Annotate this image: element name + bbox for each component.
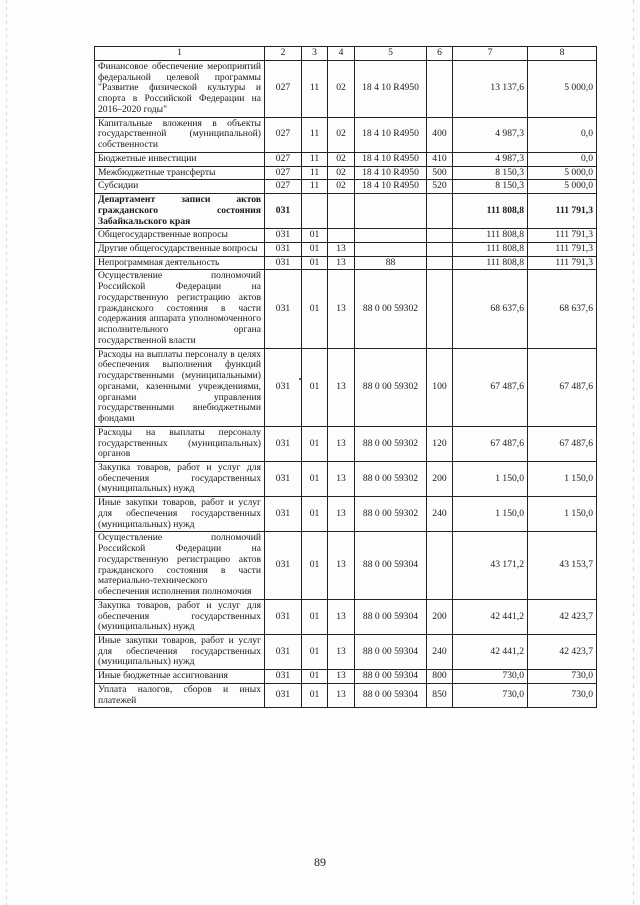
table-row — [95, 683, 597, 707]
page-number: 89 — [314, 855, 326, 869]
row-amount-year2-cell: 43 153,7 — [528, 532, 597, 599]
row-expense-type-cell: 120 — [427, 426, 453, 461]
row-amount-year1-cell: 4 987,3 — [453, 117, 528, 152]
row-admin-code-cell: 031 — [265, 243, 302, 257]
row-target-article-cell: 18 4 10 R4950 — [355, 61, 427, 118]
row-amount-year2-cell: 1 150,0 — [528, 461, 597, 496]
row-name-cell: Уплата налогов, сборов и иных платежей — [95, 683, 265, 707]
row-expense-type-cell — [427, 61, 453, 118]
row-admin-code-cell: 031 — [265, 634, 302, 669]
row-admin-code-cell: 031 — [265, 683, 302, 707]
row-expense-type-cell: 400 — [427, 117, 453, 152]
row-subsection-cell: 13 — [328, 270, 355, 348]
row-section-cell: 01 — [302, 461, 328, 496]
row-amount-year2-cell: 730,0 — [528, 670, 597, 684]
row-amount-year1-cell: 111 808,8 — [453, 229, 528, 243]
row-subsection-cell: 13 — [328, 243, 355, 257]
row-expense-type-cell: 520 — [427, 180, 453, 194]
budget-table — [94, 46, 597, 708]
row-section-cell: 01 — [302, 243, 328, 257]
row-name-cell: Общегосударственные вопросы — [95, 229, 265, 243]
row-section-cell — [302, 194, 328, 229]
row-name-cell: Иные закупки товаров, работ и услуг для обеспечения государственных (муниципальных) нужд — [95, 497, 265, 532]
row-target-article-cell: 88 0 00 59304 — [355, 683, 427, 707]
row-admin-code-cell: 027 — [265, 152, 302, 166]
row-admin-code-cell: 031 — [265, 670, 302, 684]
row-subsection-cell: 02 — [328, 180, 355, 194]
row-section-cell: 11 — [302, 180, 328, 194]
row-target-article-cell: 18 4 10 R4950 — [355, 166, 427, 180]
row-section-cell: 01 — [302, 229, 328, 243]
row-subsection-cell: 13 — [328, 670, 355, 684]
row-name-cell: Осуществление полномочий Российской Федерации на государственную регистрацию актов гражданского состояния в части содержания аппарата уполномоченного исполнительного органа государственной власти — [95, 270, 265, 348]
table-row — [95, 229, 597, 243]
row-target-article-cell: 18 4 10 R4950 — [355, 180, 427, 194]
row-expense-type-cell — [427, 532, 453, 599]
row-admin-code-cell: 027 — [265, 61, 302, 118]
row-subsection-cell: 13 — [328, 497, 355, 532]
row-subsection-cell: 02 — [328, 152, 355, 166]
row-amount-year1-cell: 43 171,2 — [453, 532, 528, 599]
row-amount-year1-cell: 67 487,6 — [453, 348, 528, 426]
row-amount-year2-cell: 730,0 — [528, 683, 597, 707]
row-name-cell: Бюджетные инвестиции — [95, 152, 265, 166]
row-target-article-cell: 88 0 00 59302 — [355, 461, 427, 496]
row-admin-code-cell: 031 — [265, 497, 302, 532]
row-amount-year2-cell: 111 791,3 — [528, 256, 597, 270]
scan-speck — [299, 378, 301, 380]
header-cell-8: 8 — [528, 47, 597, 61]
row-section-cell: 11 — [302, 117, 328, 152]
row-admin-code-cell: 031 — [265, 461, 302, 496]
row-name-cell: Закупка товаров, работ и услуг для обеспечения государственных (муниципальных) нужд — [95, 599, 265, 634]
row-target-article-cell — [355, 194, 427, 229]
row-admin-code-cell: 031 — [265, 229, 302, 243]
row-amount-year1-cell: 111 808,8 — [453, 243, 528, 257]
row-subsection-cell: 13 — [328, 256, 355, 270]
row-target-article-cell: 88 — [355, 256, 427, 270]
table-row — [95, 670, 597, 684]
table-row — [95, 348, 597, 426]
row-target-article-cell — [355, 243, 427, 257]
table-row — [95, 180, 597, 194]
row-section-cell: 01 — [302, 670, 328, 684]
row-amount-year2-cell: 42 423,7 — [528, 634, 597, 669]
row-amount-year1-cell: 111 808,8 — [453, 194, 528, 229]
row-admin-code-cell: 031 — [265, 348, 302, 426]
row-section-cell: 11 — [302, 152, 328, 166]
table-row — [95, 634, 597, 669]
row-amount-year2-cell: 111 791,3 — [528, 194, 597, 229]
header-cell-6: 6 — [427, 47, 453, 61]
scan-edge-right — [633, 0, 634, 905]
row-target-article-cell: 88 0 00 59302 — [355, 348, 427, 426]
row-amount-year2-cell: 111 791,3 — [528, 243, 597, 257]
row-section-cell: 01 — [302, 497, 328, 532]
table-row — [95, 152, 597, 166]
row-target-article-cell: 88 0 00 59302 — [355, 426, 427, 461]
row-amount-year1-cell: 730,0 — [453, 683, 528, 707]
row-name-cell: Другие общегосударственные вопросы — [95, 243, 265, 257]
row-expense-type-cell — [427, 194, 453, 229]
row-target-article-cell: 88 0 00 59304 — [355, 532, 427, 599]
row-subsection-cell: 02 — [328, 61, 355, 118]
header-cell-3: 3 — [302, 47, 328, 61]
row-amount-year1-cell: 13 137,6 — [453, 61, 528, 118]
row-subsection-cell: 02 — [328, 166, 355, 180]
scan-edge-left — [6, 0, 7, 905]
row-subsection-cell: 13 — [328, 348, 355, 426]
row-subsection-cell: 13 — [328, 461, 355, 496]
row-name-cell: Расходы на выплаты персоналу в целях обеспечения выполнения функций государственными (муниципальными) органами, казенными учреждениями, органами управления государственными внебюджетными фондами — [95, 348, 265, 426]
table-body — [95, 61, 597, 708]
row-expense-type-cell: 100 — [427, 348, 453, 426]
row-expense-type-cell — [427, 270, 453, 348]
table-row — [95, 497, 597, 532]
row-expense-type-cell — [427, 229, 453, 243]
row-subsection-cell: 13 — [328, 634, 355, 669]
row-amount-year2-cell: 1 150,0 — [528, 497, 597, 532]
row-name-cell: Непрограммная деятельность — [95, 256, 265, 270]
row-amount-year1-cell: 8 150,3 — [453, 166, 528, 180]
row-admin-code-cell: 027 — [265, 166, 302, 180]
row-target-article-cell: 88 0 00 59304 — [355, 599, 427, 634]
row-admin-code-cell: 031 — [265, 270, 302, 348]
row-amount-year2-cell: 5 000,0 — [528, 61, 597, 118]
row-subsection-cell: 13 — [328, 683, 355, 707]
row-name-cell: Осуществление полномочий Российской Федерации на государственную регистрацию актов гражданского состояния в части материально-технического обеспечения исполнения полномочия — [95, 532, 265, 599]
row-expense-type-cell: 850 — [427, 683, 453, 707]
row-subsection-cell: 02 — [328, 117, 355, 152]
row-section-cell: 01 — [302, 599, 328, 634]
row-name-cell: Закупка товаров, работ и услуг для обеспечения государственных (муниципальных) нужд — [95, 461, 265, 496]
row-section-cell: 11 — [302, 61, 328, 118]
row-target-article-cell: 88 0 00 59304 — [355, 634, 427, 669]
row-expense-type-cell — [427, 243, 453, 257]
row-admin-code-cell: 031 — [265, 426, 302, 461]
table-row — [95, 243, 597, 257]
row-name-cell: Департамент записи актов гражданского состояния Забайкальского края — [95, 194, 265, 229]
row-admin-code-cell: 027 — [265, 180, 302, 194]
row-expense-type-cell: 500 — [427, 166, 453, 180]
row-section-cell: 01 — [302, 426, 328, 461]
header-cell-2: 2 — [265, 47, 302, 61]
row-target-article-cell: 18 4 10 R4950 — [355, 152, 427, 166]
row-name-cell: Субсидии — [95, 180, 265, 194]
row-amount-year2-cell: 111 791,3 — [528, 229, 597, 243]
row-section-cell: 01 — [302, 683, 328, 707]
table-row — [95, 461, 597, 496]
row-name-cell: Межбюджетные трансферты — [95, 166, 265, 180]
header-cell-4: 4 — [328, 47, 355, 61]
row-target-article-cell — [355, 229, 427, 243]
row-subsection-cell: 13 — [328, 532, 355, 599]
row-target-article-cell: 88 0 00 59302 — [355, 497, 427, 532]
row-amount-year1-cell: 68 637,6 — [453, 270, 528, 348]
row-subsection-cell: 13 — [328, 426, 355, 461]
row-expense-type-cell: 800 — [427, 670, 453, 684]
table-row — [95, 256, 597, 270]
row-target-article-cell: 88 0 00 59304 — [355, 670, 427, 684]
row-admin-code-cell: 031 — [265, 599, 302, 634]
row-amount-year1-cell: 4 987,3 — [453, 152, 528, 166]
row-amount-year1-cell: 8 150,3 — [453, 180, 528, 194]
table-row — [95, 426, 597, 461]
row-section-cell: 01 — [302, 270, 328, 348]
table-row — [95, 166, 597, 180]
row-amount-year1-cell: 730,0 — [453, 670, 528, 684]
row-subsection-cell — [328, 229, 355, 243]
row-amount-year1-cell: 42 441,2 — [453, 599, 528, 634]
row-amount-year2-cell: 0,0 — [528, 152, 597, 166]
row-amount-year2-cell: 67 487,6 — [528, 348, 597, 426]
row-name-cell: Иные закупки товаров, работ и услуг для обеспечения государственных (муниципальных) нужд — [95, 634, 265, 669]
row-admin-code-cell: 031 — [265, 194, 302, 229]
row-section-cell: 11 — [302, 166, 328, 180]
row-amount-year2-cell: 68 637,6 — [528, 270, 597, 348]
row-name-cell: Капитальные вложения в объекты государственной (муниципальной) собственности — [95, 117, 265, 152]
row-admin-code-cell: 031 — [265, 532, 302, 599]
row-section-cell: 01 — [302, 532, 328, 599]
row-section-cell: 01 — [302, 634, 328, 669]
table-row — [95, 61, 597, 118]
header-cell-1: 1 — [95, 47, 265, 61]
row-admin-code-cell: 031 — [265, 256, 302, 270]
table-row — [95, 194, 597, 229]
header-cell-5: 5 — [355, 47, 427, 61]
row-amount-year2-cell: 5 000,0 — [528, 180, 597, 194]
row-admin-code-cell: 027 — [265, 117, 302, 152]
row-subsection-cell: 13 — [328, 599, 355, 634]
header-cell-7: 7 — [453, 47, 528, 61]
row-section-cell: 01 — [302, 256, 328, 270]
row-amount-year2-cell: 0,0 — [528, 117, 597, 152]
row-expense-type-cell: 240 — [427, 497, 453, 532]
row-amount-year2-cell: 5 000,0 — [528, 166, 597, 180]
row-amount-year1-cell: 1 150,0 — [453, 497, 528, 532]
row-amount-year1-cell: 67 487,6 — [453, 426, 528, 461]
row-expense-type-cell — [427, 256, 453, 270]
table-row — [95, 117, 597, 152]
row-amount-year2-cell: 67 487,6 — [528, 426, 597, 461]
table-row — [95, 599, 597, 634]
row-name-cell: Расходы на выплаты персоналу государственных (муниципальных) органов — [95, 426, 265, 461]
row-section-cell: 01 — [302, 348, 328, 426]
row-expense-type-cell: 200 — [427, 599, 453, 634]
table-row — [95, 270, 597, 348]
row-expense-type-cell: 410 — [427, 152, 453, 166]
row-expense-type-cell: 200 — [427, 461, 453, 496]
row-amount-year1-cell: 1 150,0 — [453, 461, 528, 496]
row-amount-year1-cell: 42 441,2 — [453, 634, 528, 669]
row-amount-year2-cell: 42 423,7 — [528, 599, 597, 634]
header-row — [95, 47, 597, 61]
row-name-cell: Финансовое обеспечение мероприятий федеральной целевой программы "Развитие физической культуры и спорта в Российской Федерации на 2016–2020 годы" — [95, 61, 265, 118]
row-target-article-cell: 88 0 00 59302 — [355, 270, 427, 348]
row-amount-year1-cell: 111 808,8 — [453, 256, 528, 270]
row-target-article-cell: 18 4 10 R4950 — [355, 117, 427, 152]
row-subsection-cell — [328, 194, 355, 229]
row-name-cell: Иные бюджетные ассигнования — [95, 670, 265, 684]
row-expense-type-cell: 240 — [427, 634, 453, 669]
table-row — [95, 532, 597, 599]
